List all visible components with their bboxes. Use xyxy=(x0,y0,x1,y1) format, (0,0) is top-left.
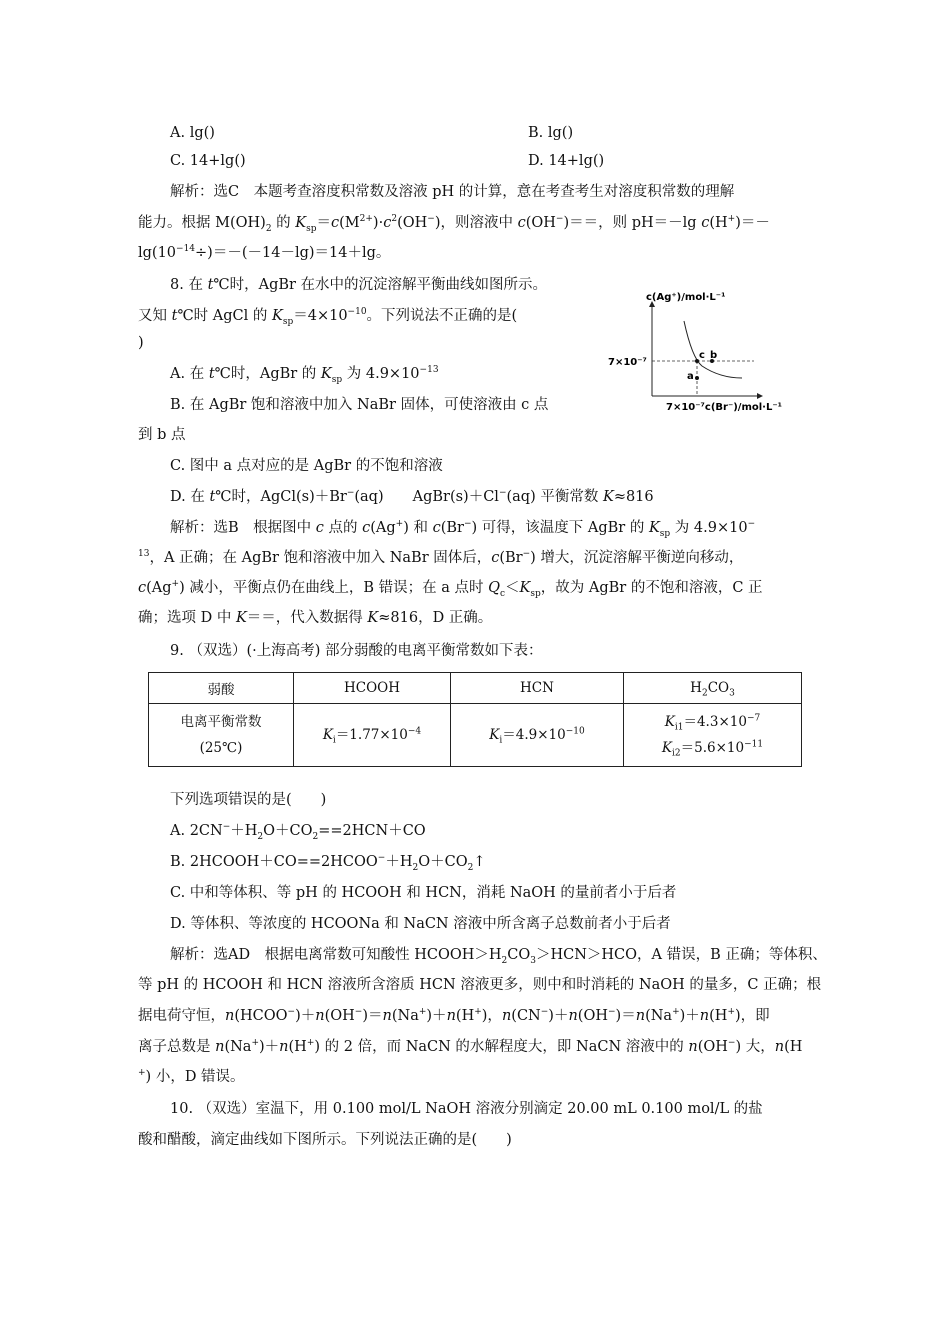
q8-analysis-2: $^{13}$，A 正确；在 AgBr 饱和溶液中加入 NaBr 固体后，c(Br−) 增大，沉淀溶解平衡逆向移动， xyxy=(138,549,744,566)
table-cell-hcn-k: $K_i=4.9\times 10^{-10}$ xyxy=(451,704,624,767)
q8-option-b-2: 到 b 点 xyxy=(138,427,186,443)
table-header-h2co3: $H_2CO_3$ xyxy=(624,673,802,704)
q9-ask: 下列选项错误的是( ) xyxy=(170,792,327,808)
q7-analysis-3: $\lg(10^{-14}\div)=-(-14-\lg)=14+\lg$。 xyxy=(138,244,391,261)
graph-y-label: c(Ag⁺)/mol·L⁻¹ xyxy=(646,292,726,303)
q9-option-b: B. $2HCOOH+CO==2HCOO^-+H_2O+CO_2↑$ xyxy=(170,853,486,873)
q7-analysis-1: 解析：选C 本题考查溶度积常数及溶液 pH 的计算，意在考查考生对溶度积常数的理解 xyxy=(170,184,735,200)
q9-stem: 9. （双选）(·上海高考) 部分弱酸的电离平衡常数如下表： xyxy=(170,643,543,659)
table-header-acid: 弱酸 xyxy=(149,673,294,704)
table-cell-hcooh-k: $K_i=1.77\times 10^{-4}$ xyxy=(294,704,451,767)
q9-analysis-1: 解析：选AD 根据电离常数可知酸性 $HCOOH>H_2CO_3>HCN>HCO$，A 错误，B 正确；等体积、 xyxy=(170,947,827,966)
q9-option-c: C. 中和等体积、等 pH 的 HCOOH 和 HCN，消耗 NaOH 的量前者小于后者 xyxy=(170,885,677,901)
q8-option-c: C. 图中 a 点对应的是 AgBr 的不饱和溶液 xyxy=(170,458,443,474)
q8-option-a: A. 在 t℃时，AgBr 的 $K_{sp}$ 为 $4.9\times 10^{-13}$ xyxy=(170,365,439,385)
q8-option-d: D. 在 t℃时，AgCl(s)＋Br−(aq) AgBr(s)＋Cl−(aq) 平衡常数 K≈816 xyxy=(170,488,654,505)
q9-option-d: D. 等体积、等浓度的 HCOONa 和 NaCN 溶液中所含离子总数前者小于后者 xyxy=(170,916,671,932)
q7-option-b: B. lg() xyxy=(528,125,574,141)
label-a: a xyxy=(687,371,694,382)
table-header-hcn: HCN xyxy=(451,673,624,704)
table-cell-h2co3-k: $K_{i1}=4.3\times 10^{-7}$ $K_{i2}=5.6\times 10^{-11}$ xyxy=(624,704,802,767)
q8-stem-3: ) xyxy=(138,335,144,351)
solubility-curve-graph xyxy=(600,288,800,418)
q8-analysis-4: 确；选项 D 中 K＝＝，代入数据得 K≈816，D 正确。 xyxy=(138,610,493,626)
label-c: c xyxy=(699,350,705,361)
ionization-constant-table xyxy=(148,672,802,767)
q9-analysis-3: 据电荷守恒，n(HCOO−)＋n(OH−)＝n(Na+)＋n(H+)，n(CN−)＋n(OH−)＝n(Na+)＋n(H+)，即 xyxy=(138,1007,770,1024)
graph-y-tick: 7×10⁻⁷ xyxy=(608,357,647,368)
table-header-hcooh: HCOOH xyxy=(294,673,451,704)
q9-analysis-2: 等 pH 的 HCOOH 和 HCN 溶液所含溶质 HCN 溶液更多，则中和时消耗的 NaOH 的量多，C 正确；根 xyxy=(138,977,822,993)
q9-analysis-5: +) 小，D 错误。 xyxy=(138,1068,245,1085)
q8-analysis-1: 解析：选B 根据图中 c 点的 c(Ag+) 和 c(Br−) 可得，该温度下 AgBr 的 $K_{sp}$ 为 4.9×10− xyxy=(170,519,756,539)
q8-stem-1: 8. 在 t℃时，AgBr 在水中的沉淀溶解平衡曲线如图所示。 xyxy=(170,277,548,293)
q8-analysis-3: c(Ag+) 减小，平衡点仍在曲线上，B 错误；在 a 点时 $Q_c<K_{sp}$，故为 AgBr 的不饱和溶液，C 正 xyxy=(138,579,763,599)
point-a xyxy=(695,376,699,380)
q7-option-c: C. 14+lg() xyxy=(170,153,246,169)
table-row-label: 电离平衡常数 (25℃) xyxy=(149,704,294,767)
q10-stem-1: 10. （双选）室温下，用 0.100 mol/L NaOH 溶液分别滴定 20.00 mL 0.100 mol/L 的盐 xyxy=(170,1101,763,1117)
q7-option-d: D. 14+lg() xyxy=(528,153,605,169)
q10-stem-2: 酸和醋酸，滴定曲线如下图所示。下列说法正确的是( ) xyxy=(138,1132,512,1148)
q8-stem-2: 又知 t℃时 AgCl 的 $K_{sp}=4\times 10^{-10}$。下列说法不正确的是( xyxy=(138,307,518,327)
q7-option-a: A. lg() xyxy=(170,125,215,141)
graph-x-label: 7×10⁻⁷c(Br⁻)/mol·L⁻¹ xyxy=(666,402,783,413)
q8-option-b-1: B. 在 AgBr 饱和溶液中加入 NaBr 固体，可使溶液由 c 点 xyxy=(170,397,549,413)
label-b: b xyxy=(710,350,718,361)
q9-analysis-4: 离子总数是 n(Na+)＋n(H+) 的 2 倍，而 NaCN 的水解程度大，即 NaCN 溶液中的 n(OH−) 大，n(H xyxy=(138,1038,803,1055)
q7-analysis-2: 能力。根据 $M(OH)_2$ 的 $K_{sp}=c(M^{2+})\cdot c^2(OH^-)$，则溶液中 c(OH−)＝＝，则 pH＝－lg c(H+)＝－ xyxy=(138,214,770,234)
q9-option-a: A. $2CN^-+H_2O+CO_2==2HCN+CO$ xyxy=(170,822,426,842)
